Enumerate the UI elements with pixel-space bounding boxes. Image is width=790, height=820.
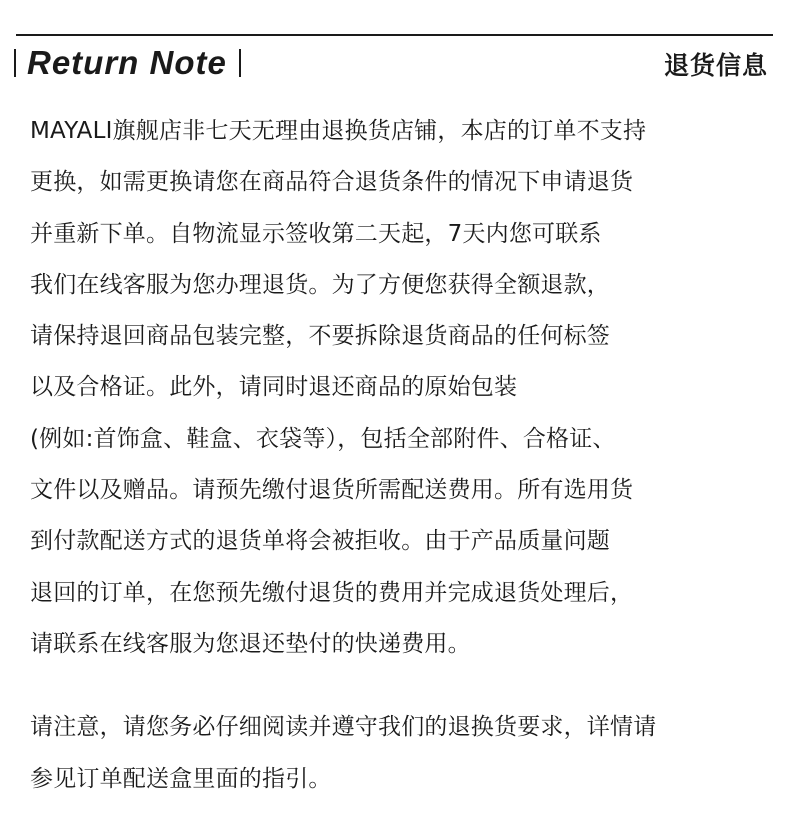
return-policy-text — [30, 106, 770, 805]
notice-paragraph — [30, 702, 770, 805]
text-line: 文件以及赠品。请预先缴付退货所需配送费用。所有选用货 — [30, 477, 634, 504]
top-divider — [16, 34, 773, 36]
text-line: 到付款配送方式的退货单将会被拒收。由于产品质量问题 — [30, 528, 610, 555]
text-line: (例如:首饰盒、鞋盒、衣袋等），包括全部附件、合格证、 — [30, 425, 616, 452]
text-line: MAYALI旗舰店非七天无理由退换货店铺，本店的订单不支持 — [30, 118, 647, 144]
text-line: 我们在线客服为您办理退货。为了方便您获得全额退款， — [30, 271, 610, 298]
page-title: Return Note — [27, 44, 227, 81]
text-line: 更换，如需更换请您在商品符合退货条件的情况下申请退货 — [30, 169, 634, 196]
text-line: 退回的订单，在您预先缴付退货的费用并完成退货处理后， — [30, 579, 634, 606]
text-line: 并重新下单。自物流显示签收第二天起，7天内您可联系 — [30, 220, 602, 247]
text-line: 参见订单配送盒里面的指引。 — [30, 765, 332, 792]
text-line: 以及合格证。此外，请同时退还商品的原始包装 — [30, 374, 518, 401]
page-title-chinese: 退货信息 — [663, 51, 768, 80]
text-line: 请注意，请您务必仔细阅读并遵守我们的退换货要求，详情请 — [30, 714, 657, 741]
text-line: 请联系在线客服为您退还垫付的快递费用。 — [30, 630, 471, 657]
title-bar — [14, 44, 241, 81]
paragraph-gap — [30, 670, 770, 702]
policy-paragraph — [30, 106, 770, 670]
text-line: 请保持退回商品包装完整，不要拆除退货商品的任何标签 — [30, 323, 610, 350]
title-right-bar — [239, 49, 241, 77]
